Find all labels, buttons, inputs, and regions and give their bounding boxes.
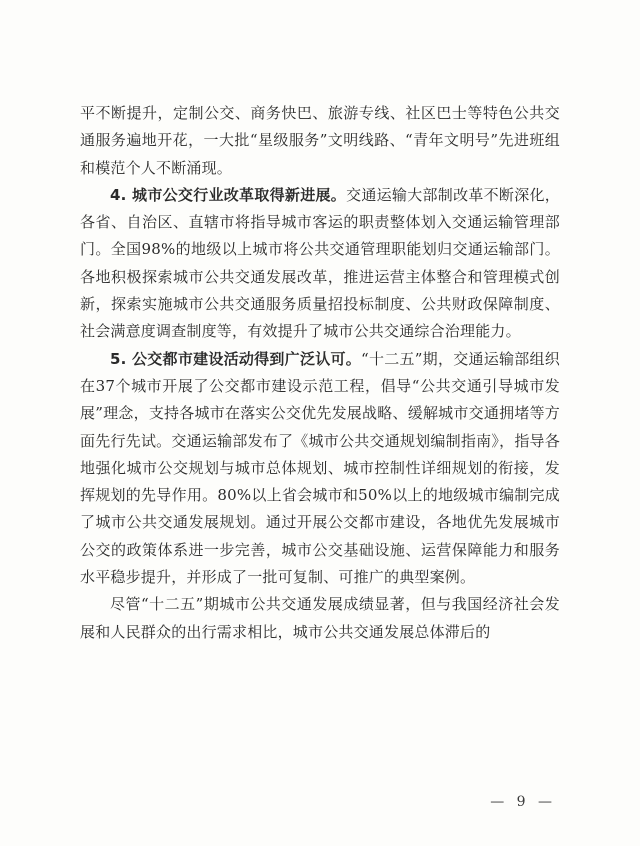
- paragraph-4: [80, 591, 560, 646]
- paragraph-3: [80, 346, 560, 592]
- page-number: — 9 —: [490, 794, 556, 810]
- body-text: [80, 100, 560, 646]
- paragraph-1: [80, 100, 560, 182]
- paragraph-1-text: 平不断提升，定制公交、商务快巴、旅游专线、社区巴士等特色公共交通服务遍地开花，一大批“星级服务”文明线路、“青年文明号”先进班组和模范个人不断涌现。: [80, 104, 560, 177]
- paragraph-2-heading: 4. 城市公交行业改革取得新进展。: [110, 185, 347, 204]
- paragraph-4-text: 尽管“十二五”期城市公共交通发展成绩显著，但与我国经济社会发展和人民群众的出行需求相比，城市公共交通发展总体滞后的: [80, 595, 560, 641]
- paragraph-2: [80, 182, 560, 346]
- paragraph-3-text: “十二五”期，交通运输部组织在37个城市开展了公交都市建设示范工程，倡导“公共交通引导城市发展”理念，支持各城市在落实公交优先发展战略、缓解城市交通拥堵等方面先行先试。交通运输部发布了《城市公共交通规划编制指南》，指导各地强化城市公交规划与城市总体规划、城市控制性详细规划的衔接，发挥规划的先导作用。80%以上省会城市和50%以上的地级城市编制完成了城市公共交通发展规划。通过开展公交都市建设，各地优先发展城市公交的政策体系进一步完善，城市公交基础设施、运营保障能力和服务水平稳步提升，并形成了一批可复制、可推广的典型案例。: [80, 349, 561, 587]
- paragraph-3-heading: 5. 公交都市建设活动得到广泛认可。: [110, 349, 362, 368]
- paragraph-2-text: 交通运输大部制改革不断深化，各省、自治区、直辖市将指导城市客运的职责整体划入交通运输管理部门。全国98%的地级以上城市将公共交通管理职能划归交通运输部门。各地积极探索城市公共交通发展改革，推进运营主体整合和管理模式创新，探索实施城市公共交通服务质量招投标制度、公共财政保障制度、社会满意度调查制度等，有效提升了城市公共交通综合治理能力。: [80, 185, 560, 341]
